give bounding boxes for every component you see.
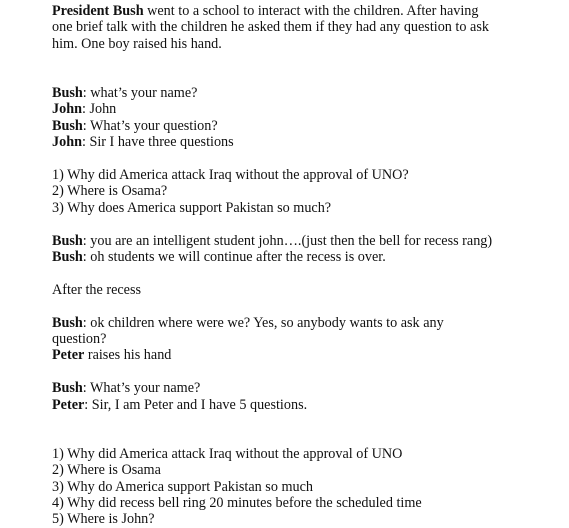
spacer <box>52 265 557 281</box>
question-list <box>52 167 557 216</box>
speaker-name: Bush <box>52 314 83 331</box>
speaker-name: Bush <box>52 249 83 266</box>
dialogue-line: Bush: ok children where were we? Yes, so anybody wants to ask any <box>52 314 444 331</box>
section-note: After the recess <box>52 281 142 298</box>
dialogue-line: Peter raises his hand <box>52 347 172 364</box>
list-item: 5) Where is John? <box>52 511 155 528</box>
list-item: 4) Why did recess bell ring 20 minutes before the scheduled time <box>52 495 422 512</box>
speaker-name: Bush <box>52 117 83 134</box>
spacer <box>52 52 557 85</box>
spacer <box>52 364 557 380</box>
dialogue-line: Bush: you are an intelligent student john….(just then the bell for recess rang) <box>52 232 493 249</box>
spacer <box>52 151 557 167</box>
dialogue-block <box>52 380 557 413</box>
spacer <box>52 298 557 314</box>
speaker-name: Bush <box>52 85 83 102</box>
spacer <box>52 413 557 446</box>
speaker-name: President Bush <box>52 3 144 19</box>
dialogue-line: John: Sir I have three questions <box>52 134 234 151</box>
speaker-name: Bush <box>52 232 83 249</box>
speaker-name: John <box>52 134 82 151</box>
dialogue-block <box>52 233 557 266</box>
dialogue-line: John: John <box>52 101 117 118</box>
dialogue-block <box>52 85 557 151</box>
document-body <box>52 3 557 528</box>
intro-paragraph <box>52 3 557 52</box>
speaker-name: Peter <box>52 396 85 413</box>
speaker-name: John <box>52 101 82 118</box>
list-item: 3) Why do America support Pakistan so much <box>52 478 313 495</box>
list-item: 3) Why does America support Pakistan so much? <box>52 199 332 216</box>
dialogue-line: Bush: What’s your question? <box>52 117 218 134</box>
speaker-name: Peter <box>52 347 85 364</box>
dialogue-line: Bush: What’s your name? <box>52 380 201 397</box>
spacer <box>52 216 557 232</box>
list-item: 2) Where is Osama <box>52 462 161 479</box>
list-item: 2) Where is Osama? <box>52 183 168 200</box>
question-list <box>52 446 557 528</box>
dialogue-line: Peter: Sir, I am Peter and I have 5 questions. <box>52 396 308 413</box>
dialogue-line: Bush: oh students we will continue after the recess is over. <box>52 249 386 266</box>
dialogue-line: Bush: what’s your name? <box>52 85 198 102</box>
list-item: 1) Why did America attack Iraq without the approval of UNO? <box>52 167 409 184</box>
dialogue-block <box>52 315 557 364</box>
intro-line: him. One boy raised his hand. <box>52 35 222 52</box>
intro-line: one brief talk with the children he asked them if they had any question to ask <box>52 19 489 36</box>
dialogue-line: question? <box>52 331 107 348</box>
speaker-name: Bush <box>52 380 83 397</box>
intro-line: President Bush went to a school to interact with the children. After having <box>52 3 479 19</box>
list-item: 1) Why did America attack Iraq without the approval of UNO <box>52 445 403 462</box>
